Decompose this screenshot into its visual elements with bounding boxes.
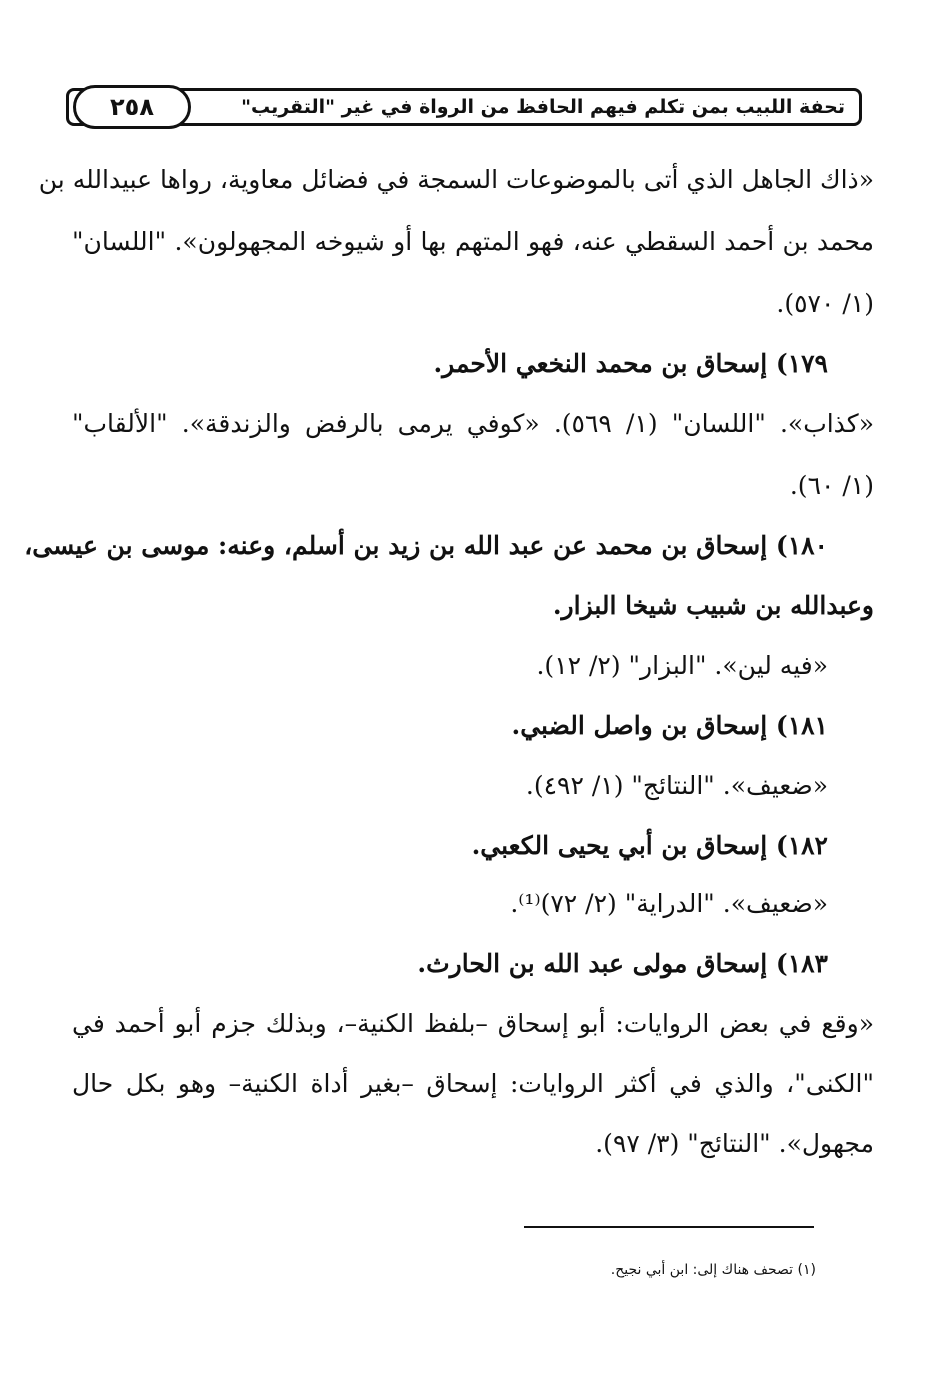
running-title: تحفة اللبيب بمن تكلم فيهم الحافظ من الرواة في غير "التقريب": [241, 96, 845, 118]
text-line: "الكنى"، والذي في أكثر الروايات: إسحاق –بغير أداة الكنية– وهو بكل حال: [72, 1069, 874, 1098]
text-line: «ضعيف». "الدراية" (٢/ ٧٢)⁽¹⁾.: [510, 889, 828, 918]
entry-heading-182: ١٨٢) إسحاق بن أبي يحيى الكعبي.: [471, 831, 828, 860]
text-line: (١/ ٦٠).: [789, 471, 874, 500]
entry-heading-183: ١٨٣) إسحاق مولى عبد الله بن الحارث.: [417, 949, 828, 978]
page-number: ٢٥٨: [73, 85, 191, 129]
text-line: (١/ ٥٧٠).: [776, 289, 874, 318]
page-header: [66, 88, 862, 126]
text-line: «وقع في بعض الروايات: أبو إسحاق –بلفظ الكنية–، وبذلك جزم أبو أحمد في: [72, 1009, 874, 1038]
text-line: «ذاك الجاهل الذي أتى بالموضوعات السمجة في فضائل معاوية، رواها عبيدالله بن: [38, 165, 874, 194]
entry-heading-181: ١٨١) إسحاق بن واصل الضبي.: [511, 711, 828, 740]
text-line: «فيه لين». "البزار" (٢/ ١٢).: [536, 651, 828, 680]
entry-heading-180: ١٨٠) إسحاق بن محمد عن عبد الله بن زيد بن أسلم، وعنه: موسى بن عيسى،: [24, 531, 828, 560]
text-line: محمد بن أحمد السقطي عنه، فهو المتهم بها أو شيوخه المجهولون». "اللسان": [72, 227, 874, 256]
entry-heading-179: ١٧٩) إسحاق بن محمد النخعي الأحمر.: [433, 349, 828, 378]
text-line: وعبدالله بن شبيب شيخا البزار.: [552, 591, 874, 620]
text-line: مجهول». "النتائج" (٣/ ٩٧).: [595, 1129, 874, 1158]
footnote-separator: [524, 1226, 814, 1228]
text-line: «ضعيف». "النتائج" (١/ ٤٩٢).: [525, 771, 828, 800]
text-line: «كذاب». "اللسان" (١/ ٥٦٩). «كوفي يرمى بالرفض والزندقة». "الألقاب": [72, 409, 875, 438]
footnote: (١) تصحف هناك إلى: ابن أبي نجيح.: [610, 1262, 816, 1278]
